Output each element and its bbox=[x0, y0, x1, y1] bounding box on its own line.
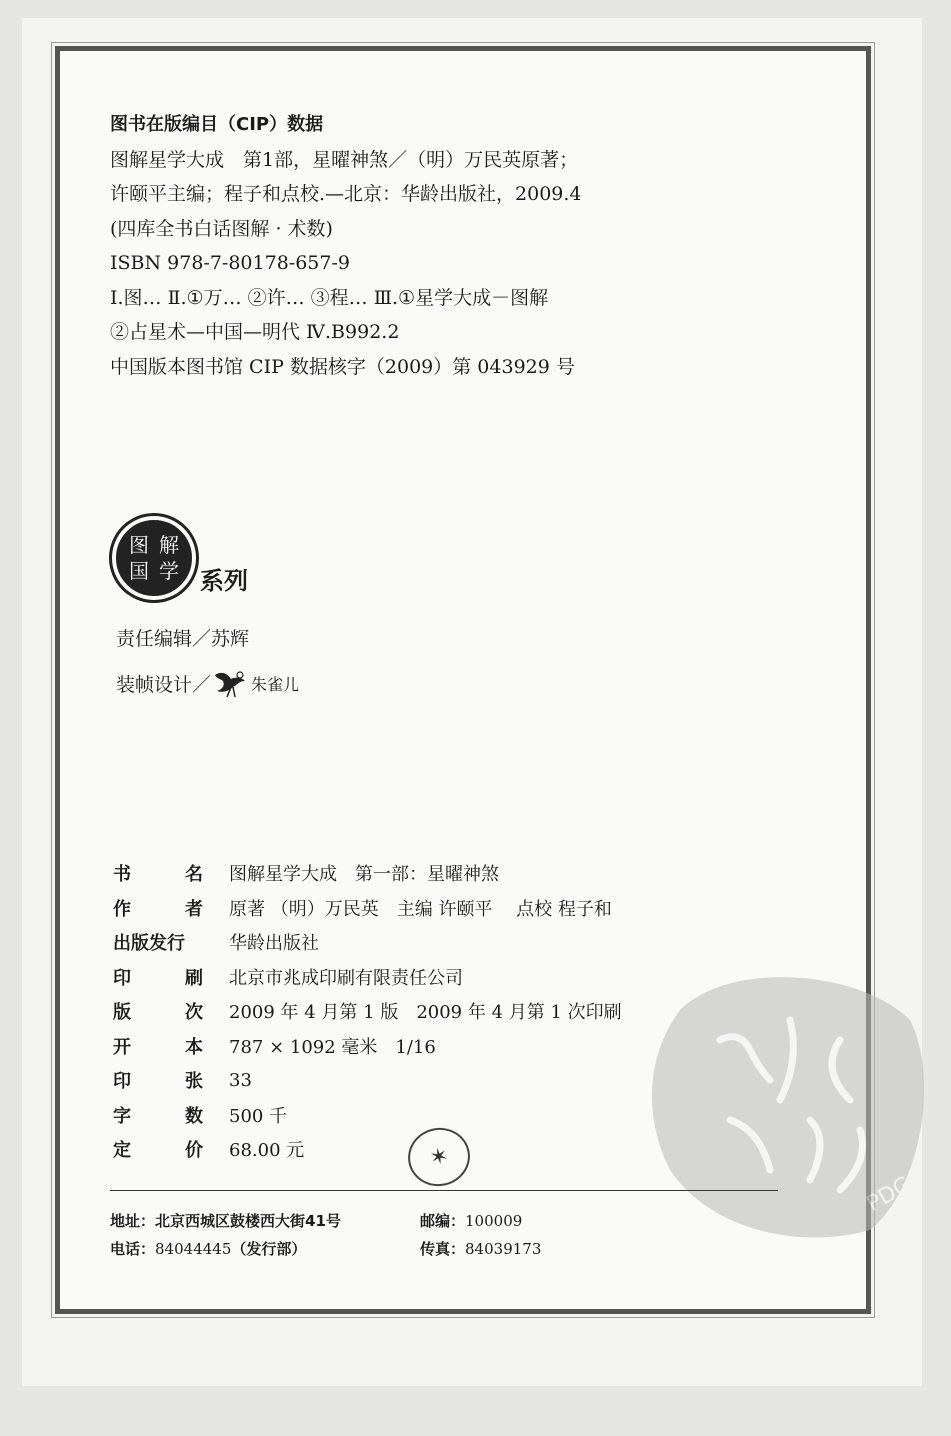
cip-line: 中国版本图书馆 CIP 数据核字（2009）第 043929 号 bbox=[110, 355, 575, 378]
spec-value: 33 bbox=[229, 1069, 252, 1091]
spec-value: 500 千 bbox=[229, 1105, 288, 1127]
spec-value: 华龄出版社 bbox=[229, 933, 319, 955]
small-seal-stamp-icon: ✶ bbox=[403, 1122, 476, 1192]
logo-char: 国 bbox=[129, 559, 149, 583]
designer-name: 朱雀儿 bbox=[251, 674, 300, 694]
seal-watermark-icon bbox=[640, 950, 940, 1250]
spec-label: 开 本 bbox=[113, 1036, 203, 1058]
address-value: 北京西城区鼓楼西大街41号 bbox=[155, 1211, 341, 1230]
spec-value: 图解星学大成 第一部：星曜神煞 bbox=[229, 864, 499, 886]
spec-label: 书 名 bbox=[113, 864, 203, 886]
spec-row bbox=[113, 960, 622, 995]
spec-value: 787 × 1092 毫米 1/16 bbox=[229, 1036, 436, 1058]
spec-row bbox=[113, 1029, 622, 1064]
spec-value: 2009 年 4 月第 1 版 2009 年 4 月第 1 次印刷 bbox=[229, 1002, 622, 1024]
cip-line: ISBN 978-7-80178-657-9 bbox=[110, 252, 350, 274]
phone-label: 电话： bbox=[110, 1239, 156, 1258]
cip-line: 图解星学大成 第1部，星曜神煞／（明）万民英原著； bbox=[110, 148, 579, 171]
spec-label: 印 刷 bbox=[113, 967, 203, 989]
spec-row bbox=[113, 891, 622, 926]
spec-row bbox=[113, 1063, 622, 1098]
cip-line: 许颐平主编；程子和点校.—北京：华龄出版社，2009.4 bbox=[110, 183, 582, 205]
spec-value: 北京市兆成印刷有限责任公司 bbox=[229, 967, 463, 989]
watermark-text: PDG bbox=[862, 1171, 916, 1218]
series-logo-circle bbox=[112, 516, 196, 600]
spec-value: 原著 （明）万民英 主编 许颐平 点校 程子和 bbox=[229, 898, 612, 920]
postcode-value: 100009 bbox=[465, 1211, 523, 1230]
cip-title: 图书在版编目（CIP）数据 bbox=[110, 114, 324, 135]
spec-row bbox=[113, 856, 622, 891]
credits-block bbox=[116, 614, 299, 706]
bird-logo-icon bbox=[213, 667, 249, 699]
phone-value: 84044445 bbox=[155, 1239, 232, 1258]
fax-value: 84039173 bbox=[465, 1239, 542, 1258]
contact-row bbox=[110, 1234, 730, 1262]
cip-data-block bbox=[110, 108, 750, 384]
spec-label: 版 次 bbox=[113, 1002, 203, 1024]
fax-label: 传真： bbox=[420, 1239, 466, 1258]
series-logo bbox=[112, 516, 248, 600]
spec-row bbox=[113, 925, 622, 960]
postcode-label: 邮编： bbox=[420, 1211, 466, 1230]
cip-line: ②占星术—中国—明代 Ⅳ.B992.2 bbox=[110, 321, 400, 343]
spec-label: 定 价 bbox=[113, 1140, 203, 1162]
spec-value: 68.00 元 bbox=[229, 1140, 305, 1162]
designer-line bbox=[116, 660, 299, 706]
logo-char: 学 bbox=[159, 559, 179, 583]
spec-row bbox=[113, 994, 622, 1029]
spec-label: 作 者 bbox=[113, 898, 203, 920]
series-suffix: 系列 bbox=[200, 567, 248, 595]
spec-label: 字 数 bbox=[113, 1105, 203, 1127]
phone-note: （发行部） bbox=[231, 1239, 307, 1258]
spec-row bbox=[113, 1098, 622, 1133]
publisher-contact bbox=[110, 1206, 730, 1262]
cip-line: (四库全书白话图解 · 术数) bbox=[110, 217, 333, 240]
logo-char: 解 bbox=[159, 533, 179, 557]
designer-label: 装帧设计／ bbox=[116, 673, 212, 696]
logo-char: 图 bbox=[129, 533, 149, 557]
cip-line: Ⅰ.图… Ⅱ.①万… ②许… ③程… Ⅲ.①星学大成－图解 bbox=[110, 286, 549, 309]
book-specs-table bbox=[113, 856, 622, 1167]
contact-row bbox=[110, 1206, 730, 1234]
editor-line: 责任编辑／苏辉 bbox=[116, 627, 250, 650]
address-label: 地址： bbox=[110, 1211, 156, 1230]
footer-divider bbox=[110, 1190, 778, 1191]
spec-label: 出版发行 bbox=[113, 933, 185, 955]
spec-row bbox=[113, 1132, 622, 1167]
spec-label: 印 张 bbox=[113, 1071, 203, 1093]
